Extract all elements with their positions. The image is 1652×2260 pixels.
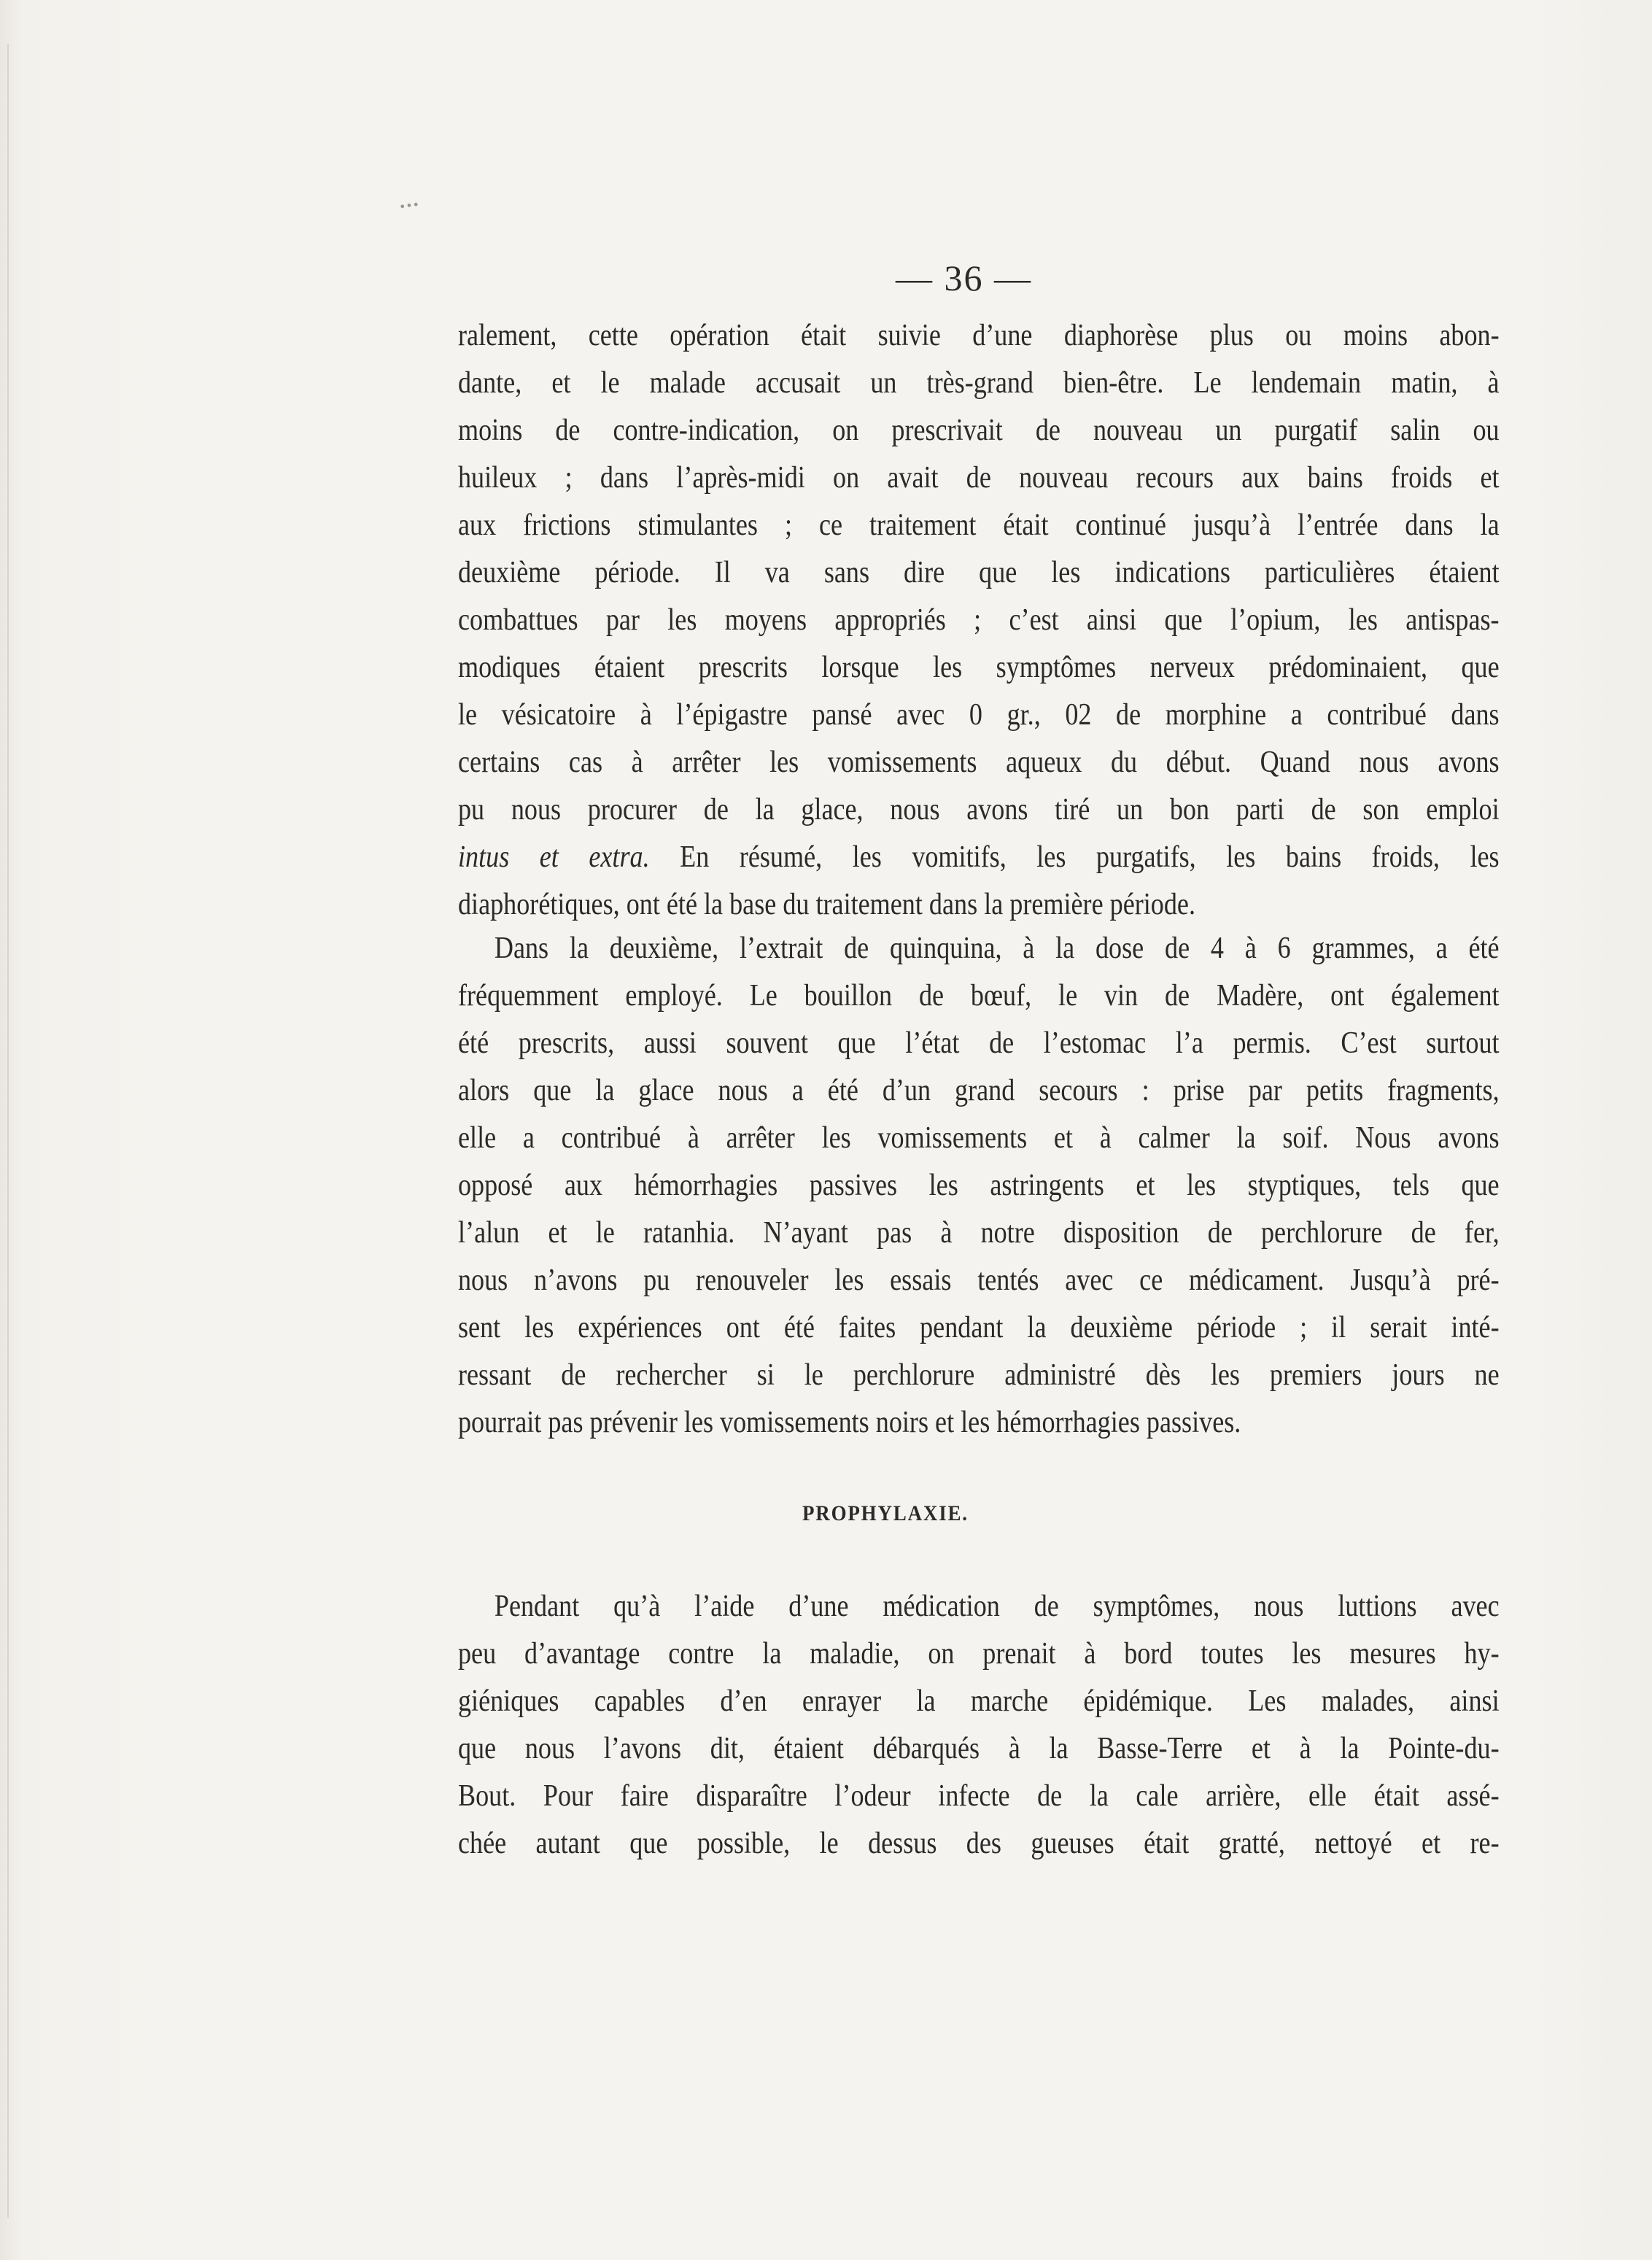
text-line: dante, et le malade accusait un très-grand bien-être. Le lendemain matin, à xyxy=(458,366,1500,400)
text-line: été prescrits, aussi souvent que l’état de l’estomac l’a permis. C’est surtout xyxy=(458,1026,1500,1060)
text-line: huileux ; dans l’après-midi on avait de nouveau recours aux bains froids et xyxy=(458,461,1500,495)
text-line: Bout. Pour faire disparaître l’odeur infecte de la cale arrière, elle était assé- xyxy=(458,1779,1500,1813)
text-line: sent les expériences ont été faites pendant la deuxième période ; il serait inté- xyxy=(458,1311,1500,1344)
text-line: que nous l’avons dit, étaient débarqués à la Basse-Terre et à la Pointe-du- xyxy=(458,1732,1500,1765)
text-line: le vésicatoire à l’épigastre pansé avec 0 gr., 02 de morphine a contribué dans xyxy=(458,698,1500,732)
ink-smudge: ··· xyxy=(395,187,420,223)
text-line: moins de contre-indication, on prescrivait de nouveau un purgatif salin ou xyxy=(458,414,1500,447)
text-line: giéniques capables d’en enrayer la marche épidémique. Les malades, ainsi xyxy=(458,1684,1500,1718)
text-line: ralement, cette opération était suivie d’une diaphorèse plus ou moins abon- xyxy=(458,319,1500,352)
page-edge-shadow xyxy=(7,44,9,2218)
text-line: diaphorétiques, ont été la base du traitement dans la première période. xyxy=(458,888,1195,921)
text-line: ressant de rechercher si le perchlorure administré dès les premiers jours ne xyxy=(458,1358,1500,1392)
text-line: certains cas à arrêter les vomissements aqueux du début. Quand nous avons xyxy=(458,746,1500,779)
paragraph-treatment-second-period xyxy=(458,925,1500,1447)
text-line: aux frictions stimulantes ; ce traitement était continué jusqu’à l’entrée dans la xyxy=(458,508,1500,542)
text-line: pourrait pas prévenir les vomissements noirs et les hémorrhagies passives. xyxy=(458,1406,1241,1439)
text-line: combattues par les moyens appropriés ; c’est ainsi que l’opium, les antispas- xyxy=(458,603,1500,637)
text-line: chée autant que possible, le dessus des gueuses était gratté, nettoyé et re- xyxy=(458,1827,1500,1860)
text-line: Pendant qu’à l’aide d’une médication de symptômes, nous luttions avec xyxy=(494,1590,1500,1623)
text-line: deuxième période. Il va sans dire que les indications particulières étaient xyxy=(458,556,1500,589)
section-heading: PROPHYLAXIE. xyxy=(802,1501,969,1525)
text-line: alors que la glace nous a été d’un grand secours : prise par petits fragments, xyxy=(458,1074,1500,1107)
paragraph-treatment-first-period xyxy=(458,312,1500,929)
text-line: fréquemment employé. Le bouillon de bœuf, le vin de Madère, ont également xyxy=(458,979,1500,1013)
text-line: Dans la deuxième, l’extrait de quinquina, à la dose de 4 à 6 grammes, a été xyxy=(494,932,1500,965)
paragraph-prophylaxis xyxy=(458,1583,1500,1868)
text-line: l’alun et le ratanhia. N’ayant pas à notre disposition de perchlorure de fer, xyxy=(458,1216,1500,1250)
text-line: elle a contribué à arrêter les vomissements et à calmer la soif. Nous avons xyxy=(458,1121,1500,1155)
text-line: intus et extra. En résumé, les vomitifs, les purgatifs, les bains froids, les xyxy=(458,840,1500,874)
italic-phrase: intus et extra. xyxy=(458,840,650,874)
text-line: nous n’avons pu renouveler les essais tentés avec ce médicament. Jusqu’à pré- xyxy=(458,1263,1500,1297)
text-line: pu nous procurer de la glace, nous avons tiré un bon parti de son emploi xyxy=(458,793,1500,827)
text-line: opposé aux hémorrhagies passives les astringents et les styptiques, tels que xyxy=(458,1169,1500,1202)
page-number: — 36 — xyxy=(896,258,1032,298)
text-line: modiques étaient prescrits lorsque les symptômes nerveux prédominaient, que xyxy=(458,651,1500,684)
text-line: peu d’avantage contre la maladie, on prenait à bord toutes les mesures hy- xyxy=(458,1637,1500,1671)
